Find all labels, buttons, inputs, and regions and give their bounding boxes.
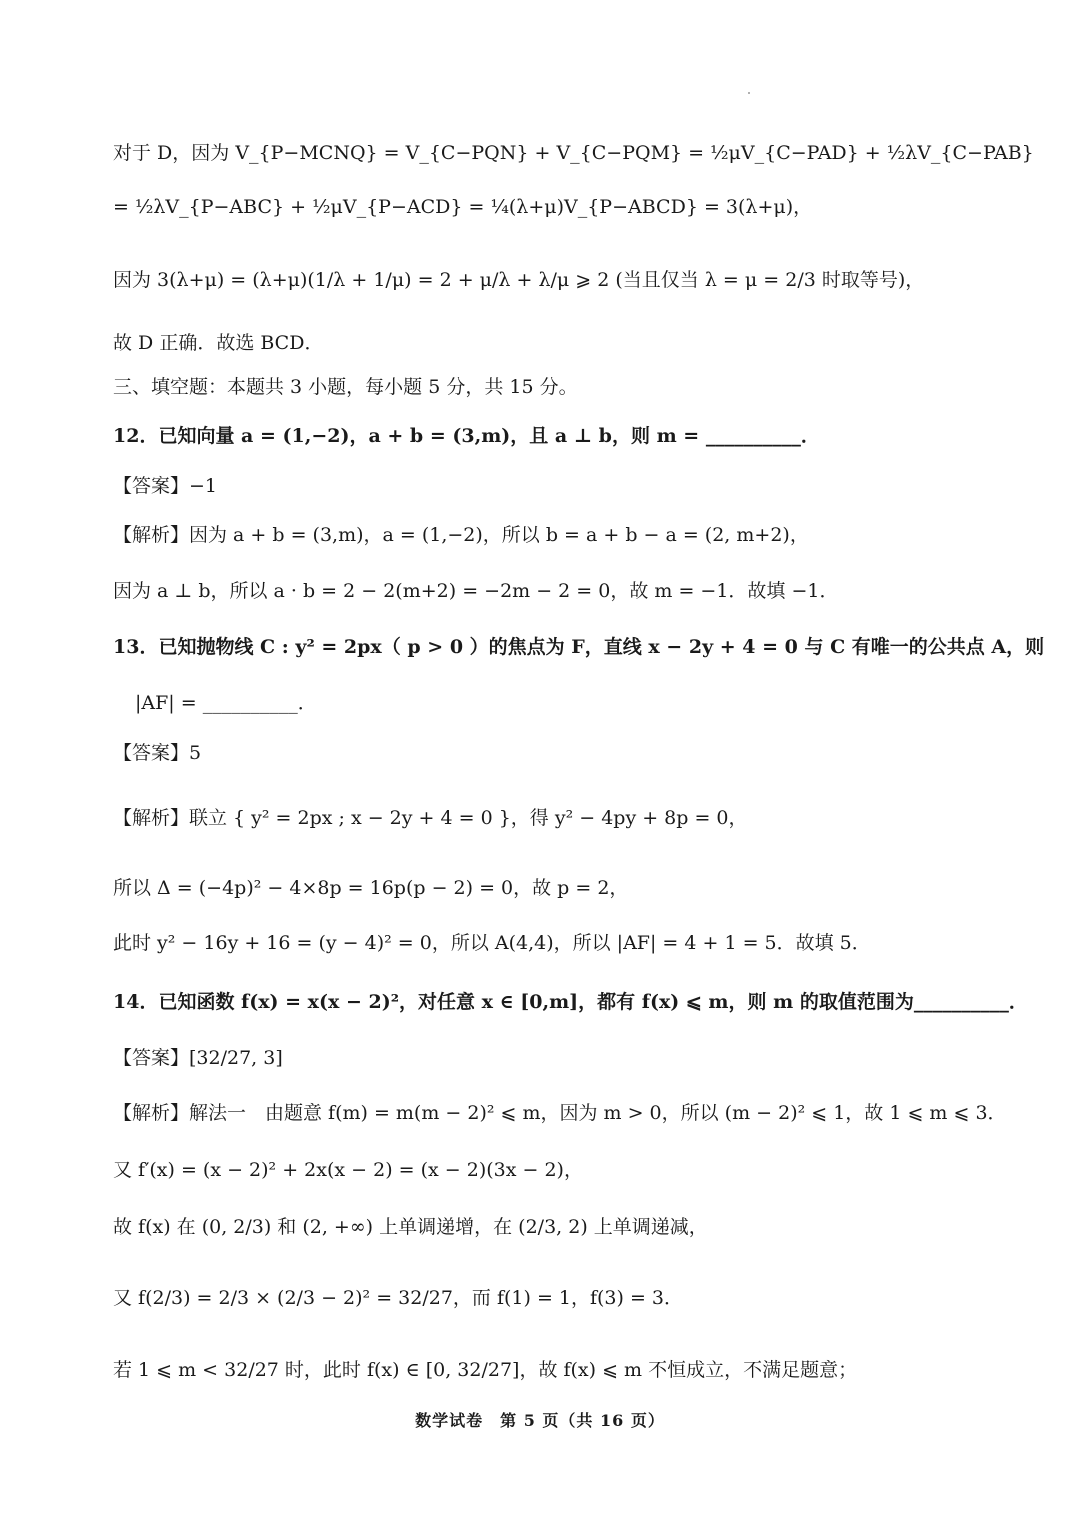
text-line-d3: 因为 3(λ+μ) = (λ+μ)(1/λ + 1/μ) = 2 + μ/λ + λ/μ ⩾ 2 (当且仅当 λ = μ = 2/3 时取等号)， — [113, 269, 925, 291]
explanation-14-line3: 故 f(x) 在 (0, 2/3) 和 (2, +∞) 上单调递增，在 (2/3, 2) 上单调递减， — [113, 1216, 708, 1238]
explanation-14-line4: 又 f(2/3) = 2/3 × (2/3 − 2)² = 32/27，而 f(1) = 1，f(3) = 3． — [113, 1287, 684, 1309]
explanation-12-line1: 【解析】因为 a + b = (3,m)，a = (1,−2)，所以 b = a + b − a = (2, m+2)， — [113, 524, 809, 546]
question-13-line2: |AF| = __________． — [135, 692, 317, 714]
explanation-13-line2: 所以 Δ = (−4p)² − 4×8p = 16p(p − 2) = 0，故 p = 2， — [113, 877, 629, 899]
explanation-13-line1: 【解析】联立 { y² = 2px ; x − 2y + 4 = 0 }，得 y² − 4py + 8p = 0， — [113, 807, 748, 829]
explanation-14-line1: 【解析】解法一 由题意 f(m) = m(m − 2)² ⩽ m，因为 m > 0，所以 (m − 2)² ⩽ 1，故 1 ⩽ m ⩽ 3． — [113, 1102, 1007, 1124]
section-heading-fill-in: 三、填空题：本题共 3 小题，每小题 5 分，共 15 分。 — [113, 376, 578, 398]
scan-speck — [748, 92, 750, 94]
explanation-12-line2: 因为 a ⊥ b，所以 a · b = 2 − 2(m+2) = −2m − 2 = 0，故 m = −1．故填 −1． — [113, 580, 839, 602]
explanation-14-line5: 若 1 ⩽ m < 32/27 时，此时 f(x) ∈ [0, 32/27]，故 f(x) ⩽ m 不恒成立，不满足题意； — [113, 1359, 858, 1381]
text-line-d2: = ½λV_{P−ABC} + ½μV_{P−ACD} = ¼(λ+μ)V_{P−ABCD} = 3(λ+μ)， — [113, 196, 813, 218]
explanation-14-line2: 又 f′(x) = (x − 2)² + 2x(x − 2) = (x − 2)(3x − 2)， — [113, 1159, 583, 1181]
explanation-13-line3: 此时 y² − 16y + 16 = (y − 4)² = 0，所以 A(4,4)，所以 |AF| = 4 + 1 = 5．故填 5． — [113, 932, 871, 954]
answer-12: 【答案】−1 — [113, 475, 218, 497]
text-line-d4: 故 D 正确．故选 BCD． — [113, 332, 324, 354]
answer-13: 【答案】5 — [113, 742, 202, 764]
answer-14: 【答案】[32/27, 3] — [113, 1047, 283, 1069]
text-line-d1: 对于 D，因为 V_{P−MCNQ} = V_{C−PQN} + V_{C−PQM} = ½μV_{C−PAD} + ½λV_{C−PAB} — [113, 142, 1034, 164]
question-13-line1: 13．已知抛物线 C : y² = 2px（ p > 0 ）的焦点为 F，直线 x − 2y + 4 = 0 与 C 有唯一的公共点 A，则 — [113, 636, 1045, 658]
question-12: 12．已知向量 a = (1,−2)，a + b = (3,m)，且 a ⊥ b，则 m = __________． — [113, 425, 820, 447]
question-14: 14．已知函数 f(x) = x(x − 2)²，对任意 x ∈ [0,m]，都有 f(x) ⩽ m，则 m 的取值范围为__________． — [113, 991, 1028, 1013]
page-footer: 数学试卷 第 5 页（共 16 页） — [415, 1411, 665, 1430]
